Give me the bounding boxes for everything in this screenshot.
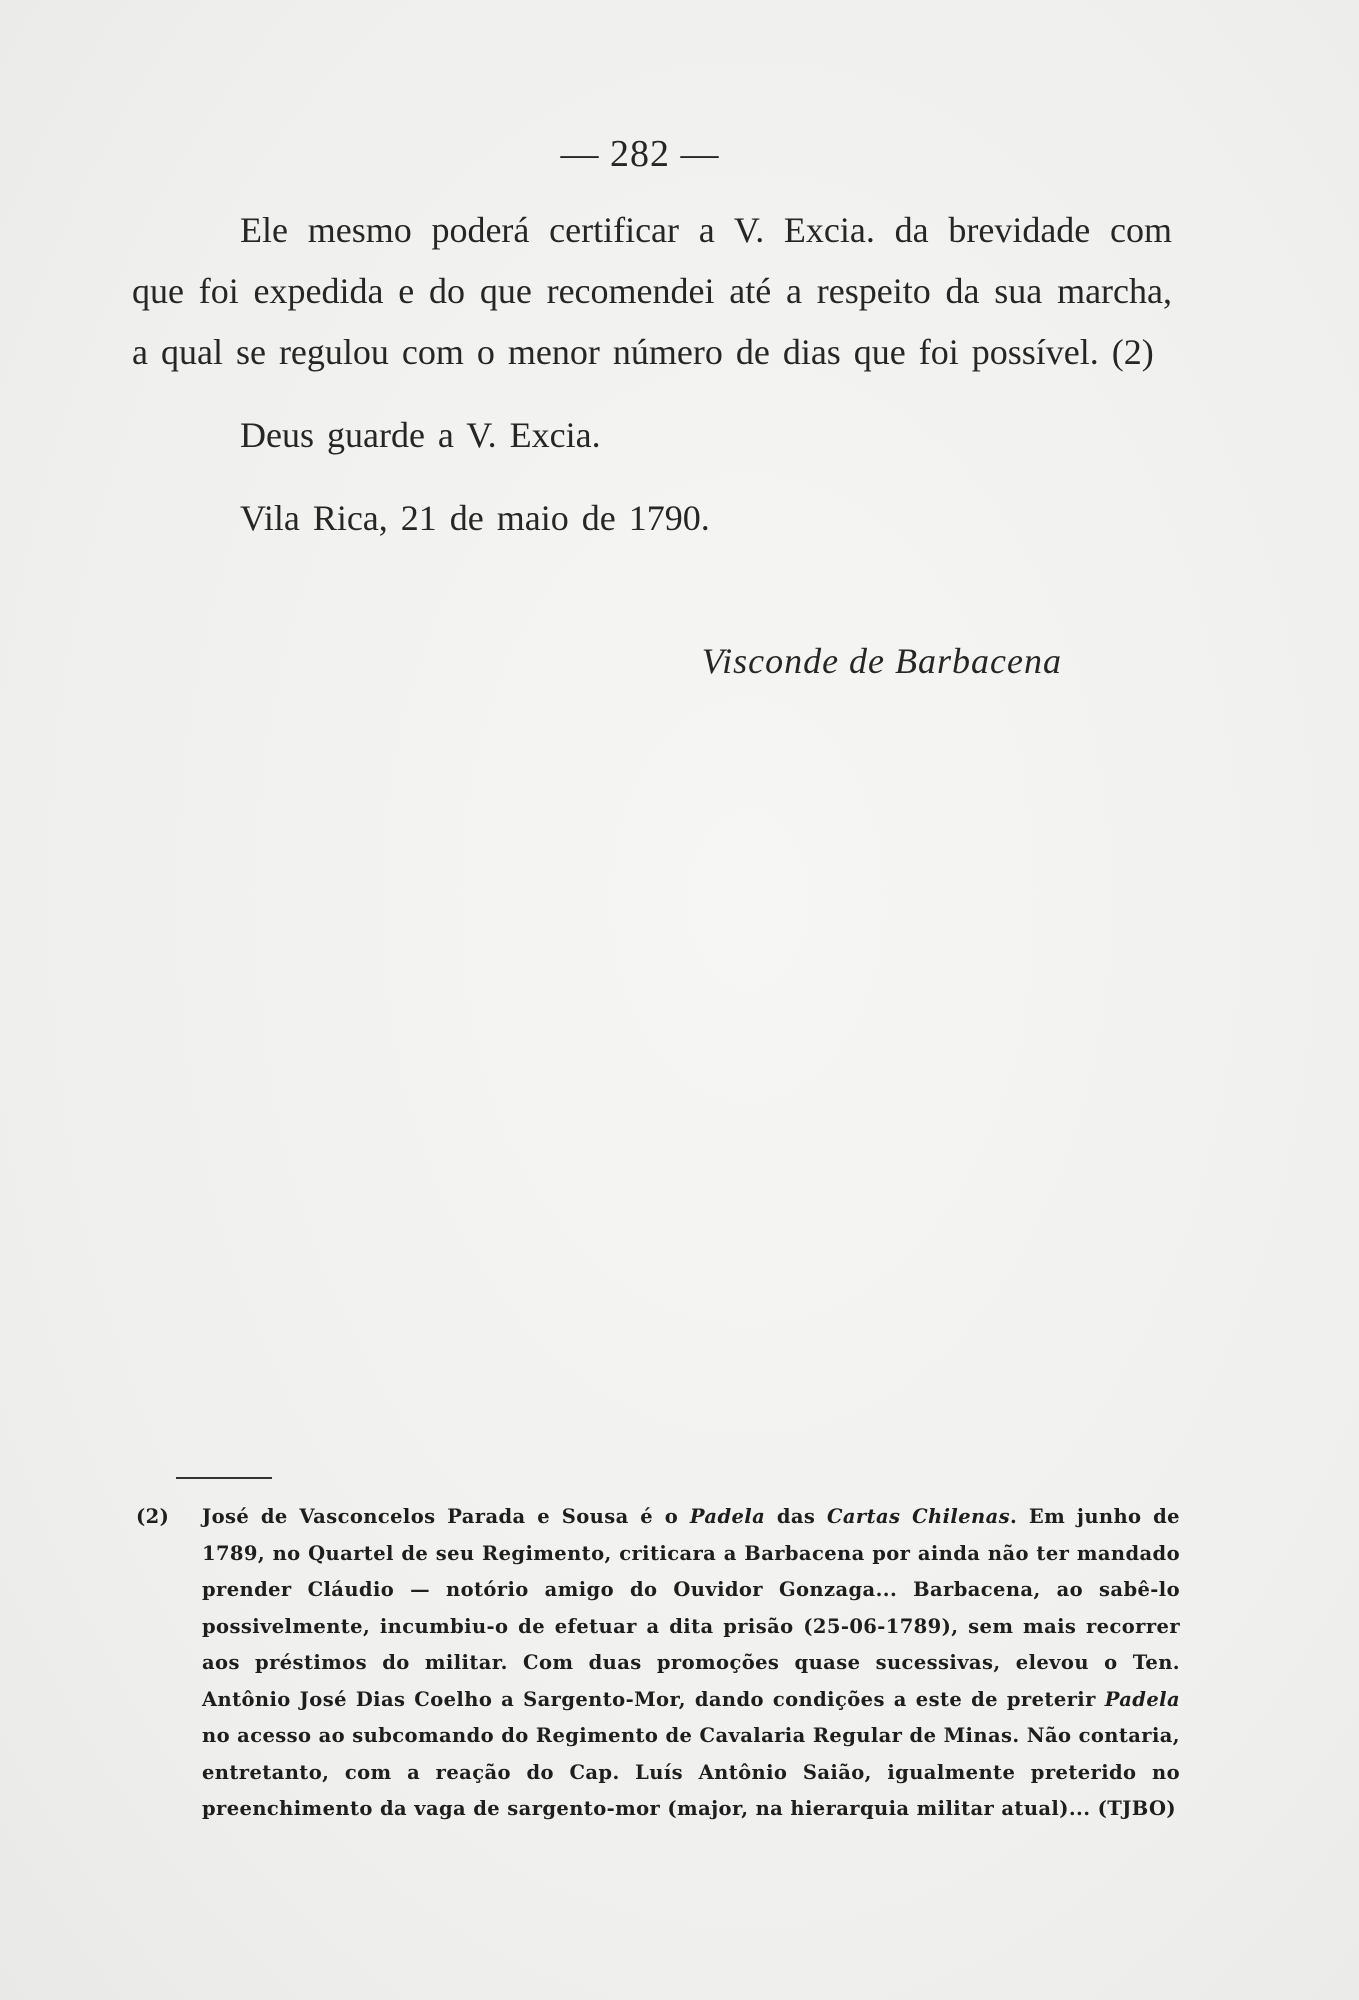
signature: Visconde de Barbacena: [701, 641, 1062, 681]
footnote-text: [202, 1499, 1180, 1828]
footnote-text-part-italic: Padela: [1104, 1687, 1180, 1711]
place-and-date: Vila Rica, 21 de maio de 1790.: [240, 498, 710, 538]
footnote-text-part-italic: Padela: [689, 1505, 766, 1528]
closing-salutation: Deus guarde a V. Excia.: [240, 415, 601, 455]
footnote-item: [136, 1499, 1180, 1828]
footnote-text-part: das: [765, 1505, 827, 1528]
footnote-separator: [176, 1477, 272, 1479]
page-number: — 282 —: [560, 133, 720, 175]
footnote-marker: (2): [136, 1505, 170, 1528]
footnote-text-part: . Em junho de 1789, no Quartel de seu Regimento, criticara a Barbacena por ainda não ter mandado prender Cláudio — notório amigo do Ouvidor Gonzaga... Barbacena, ao sabê-lo possivelmente, incumbiu-o de efetuar a dita prisão (25-06-1789), sem mais recorrer aos préstimos do militar. Com duas promoções quase sucessivas, elevou o Ten. Antônio José Dias Coelho a Sargento-Mor, dando condições a este de preterir: [202, 1505, 1180, 1711]
body-paragraph: Ele mesmo poderá certificar a V. Excia. da brevidade com que foi expedida e do que recomendei até a respeito da sua marcha, a qual se regulou com o menor número de dias que foi possível. (2): [132, 210, 1172, 372]
footnote-text-part: José de Vasconcelos Parada e Sousa é o: [202, 1505, 690, 1528]
footnote-text-part-italic: Cartas Chilenas: [826, 1505, 1011, 1528]
letter-body: [132, 200, 1172, 549]
footnote-text-part: no acesso ao subcomando do Regimento de Cavalaria Regular de Minas. Não contaria, entretanto, com a reação do Cap. Luís Antônio Saião, igualmente preterido no preenchimento da vaga de sargento-mor (major, na hierarquia militar atual)... (TJBO): [202, 1724, 1180, 1820]
footnotes-section: [136, 1499, 1180, 1828]
